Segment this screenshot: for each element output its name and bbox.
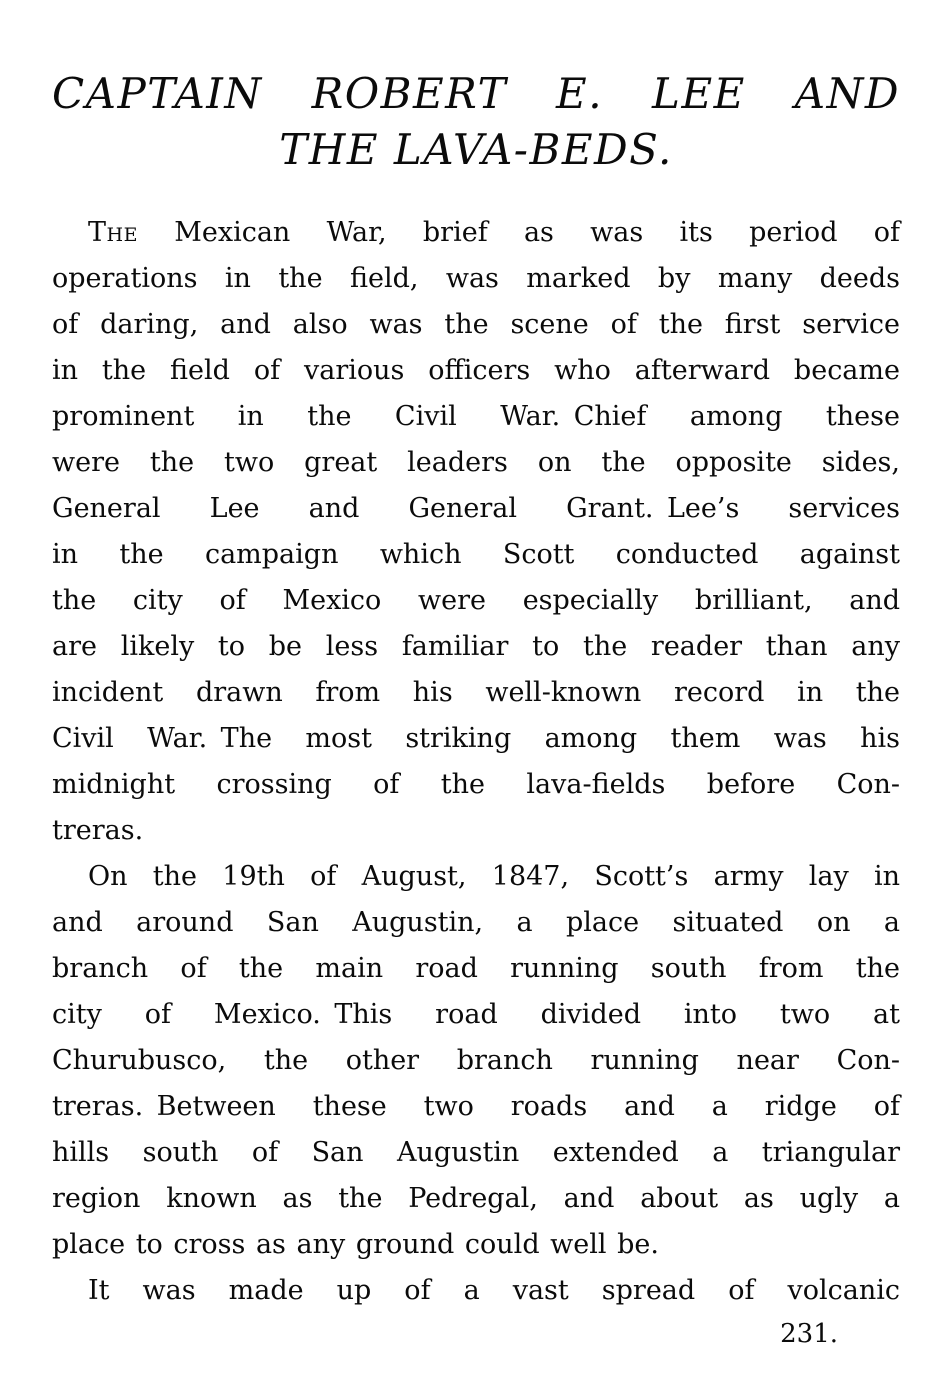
chapter-title <box>52 66 900 178</box>
text-line: treras. Between these two roads and a ridge of <box>52 1091 900 1122</box>
text-line: Churubusco, the other branch running near Con- <box>52 1045 900 1076</box>
text-line: operations in the field, was marked by many deeds <box>52 263 900 294</box>
paragraph-1 <box>52 210 900 854</box>
text-line: General Lee and General Grant. Lee’s services <box>52 493 900 524</box>
text-line: and around San Augustin, a place situated on a <box>52 907 900 938</box>
text-line: prominent in the Civil War. Chief among these <box>52 401 900 432</box>
text-line: city of Mexico. This road divided into two at <box>52 999 900 1030</box>
page-number: 231. <box>780 1319 838 1349</box>
paragraph-2 <box>52 854 900 1268</box>
small-caps-lead: The <box>88 217 138 248</box>
text-line: in the campaign which Scott conducted against <box>52 539 900 570</box>
paragraph-3 <box>52 1268 900 1314</box>
chapter-title-line2: THE LAVA-BEDS. <box>279 125 673 174</box>
text-line: the city of Mexico were especially brilliant, and <box>52 585 900 616</box>
text-line: in the field of various officers who afterward became <box>52 355 900 386</box>
text-line: On the 19th of August, 1847, Scott’s army lay in <box>88 861 900 892</box>
text-line: The Mexican War, brief as was its period of <box>88 217 900 248</box>
text-line: hills south of San Augustin extended a triangular <box>52 1137 900 1168</box>
text-line: Civil War. The most striking among them was his <box>52 723 900 754</box>
text-line: It was made up of a vast spread of volcanic <box>88 1275 900 1306</box>
text-line: were the two great leaders on the opposite sides, <box>52 447 900 478</box>
text-line: incident drawn from his well-known record in the <box>52 677 900 708</box>
text-line: region known as the Pedregal, and about as ugly a <box>52 1183 900 1214</box>
text-line: treras. <box>52 815 144 846</box>
text-line: branch of the main road running south from the <box>52 953 900 984</box>
chapter-title-line1: CAPTAIN ROBERT E. LEE AND <box>52 69 900 118</box>
text-line: of daring, and also was the scene of the first service <box>52 309 900 340</box>
text-line: place to cross as any ground could well be. <box>52 1229 659 1260</box>
text-line: are likely to be less familiar to the reader than any <box>52 631 900 662</box>
body-text <box>52 210 900 1314</box>
text-line: midnight crossing of the lava-fields before Con- <box>52 769 900 800</box>
